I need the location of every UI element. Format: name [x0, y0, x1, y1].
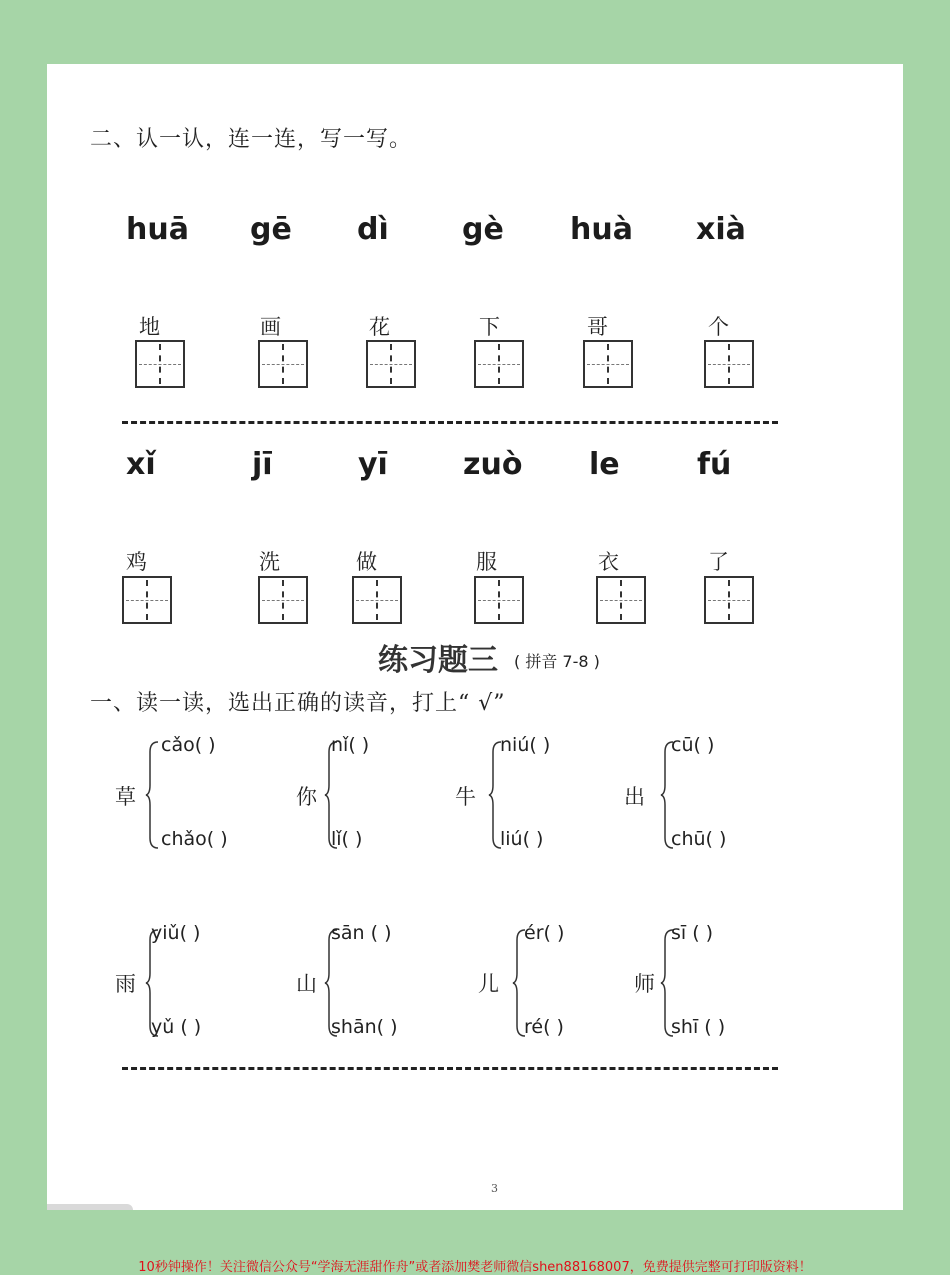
character-label: 鸡: [126, 550, 147, 574]
group-character: 草: [115, 785, 136, 809]
pinyin-option[interactable]: shān( ): [331, 1016, 398, 1038]
character-label: 个: [708, 315, 729, 339]
group-character: 儿: [478, 972, 499, 996]
writing-grid[interactable]: [474, 576, 524, 624]
pinyin-item: zuò: [463, 447, 523, 482]
pinyin-item: jī: [252, 447, 273, 482]
character-label: 花: [369, 315, 390, 339]
character-label: 了: [708, 550, 729, 574]
character-label: 洗: [259, 550, 280, 574]
group-character: 你: [296, 785, 317, 809]
group-character: 出: [624, 785, 645, 809]
pinyin-option[interactable]: ér( ): [524, 922, 565, 944]
writing-grid[interactable]: [474, 340, 524, 388]
group-character: 牛: [455, 785, 476, 809]
pinyin-item: gè: [462, 212, 504, 247]
pinyin-item: gē: [250, 212, 292, 247]
group-character: 师: [634, 972, 655, 996]
character-label: 哥: [587, 315, 608, 339]
writing-grid[interactable]: [258, 340, 308, 388]
pinyin-option[interactable]: yǔ ( ): [151, 1016, 202, 1038]
pinyin-option[interactable]: sī ( ): [671, 922, 714, 944]
character-label: 画: [260, 315, 281, 339]
group-character: 雨: [115, 972, 136, 996]
pinyin-item: dì: [357, 212, 389, 247]
pinyin-option[interactable]: shī ( ): [671, 1016, 726, 1038]
pinyin-option[interactable]: ré( ): [524, 1016, 564, 1038]
practice-heading: 一、读一读，选出正确的读音，打上“ √”: [90, 691, 506, 716]
pinyin-option[interactable]: chū( ): [671, 828, 727, 850]
pinyin-option[interactable]: niú( ): [500, 734, 551, 756]
writing-grid[interactable]: [352, 576, 402, 624]
writing-grid[interactable]: [704, 576, 754, 624]
writing-grid[interactable]: [583, 340, 633, 388]
pinyin-option[interactable]: lǐ( ): [331, 828, 363, 850]
writing-grid[interactable]: [135, 340, 185, 388]
page-curl: [47, 1204, 133, 1210]
pinyin-item: huā: [126, 212, 189, 247]
writing-grid[interactable]: [122, 576, 172, 624]
character-label: 衣: [598, 550, 619, 574]
writing-grid[interactable]: [366, 340, 416, 388]
practice-title: 练习题三: [378, 643, 498, 678]
pinyin-item: le: [589, 447, 620, 482]
pinyin-option[interactable]: liú( ): [500, 828, 544, 850]
pinyin-item: xià: [696, 212, 746, 247]
pinyin-item: xǐ: [126, 447, 156, 482]
character-label: 做: [356, 550, 377, 574]
pinyin-item: fú: [697, 447, 732, 482]
pinyin-option[interactable]: yiǔ( ): [151, 922, 201, 944]
promo-footer: 10秒钟操作！关注微信公众号“学海无涯甜作舟”或者添加樊老师微信shen88168007，免费提供完整可打印版资料！: [138, 1260, 812, 1275]
pinyin-option[interactable]: cū( ): [671, 734, 715, 756]
pinyin-option[interactable]: nǐ( ): [331, 734, 370, 756]
group-character: 山: [296, 972, 317, 996]
brace-icon: [145, 740, 159, 850]
page-number: 3: [491, 1182, 498, 1195]
writing-grid[interactable]: [704, 340, 754, 388]
pinyin-option[interactable]: sān ( ): [331, 922, 392, 944]
pinyin-option[interactable]: chǎo( ): [161, 828, 228, 850]
divider-dashed: [122, 421, 778, 424]
pinyin-item: huà: [570, 212, 633, 247]
divider-dashed: [122, 1067, 778, 1070]
character-label: 地: [139, 315, 160, 339]
practice-subtitle: ( 拼音 7-8 ): [514, 652, 600, 671]
pinyin-item: yī: [358, 447, 388, 482]
pinyin-option[interactable]: cǎo( ): [161, 734, 216, 756]
character-label: 服: [476, 550, 497, 574]
writing-grid[interactable]: [596, 576, 646, 624]
character-label: 下: [479, 315, 500, 339]
writing-grid[interactable]: [258, 576, 308, 624]
section2-heading: 二、认一认，连一连，写一写。: [90, 127, 413, 152]
